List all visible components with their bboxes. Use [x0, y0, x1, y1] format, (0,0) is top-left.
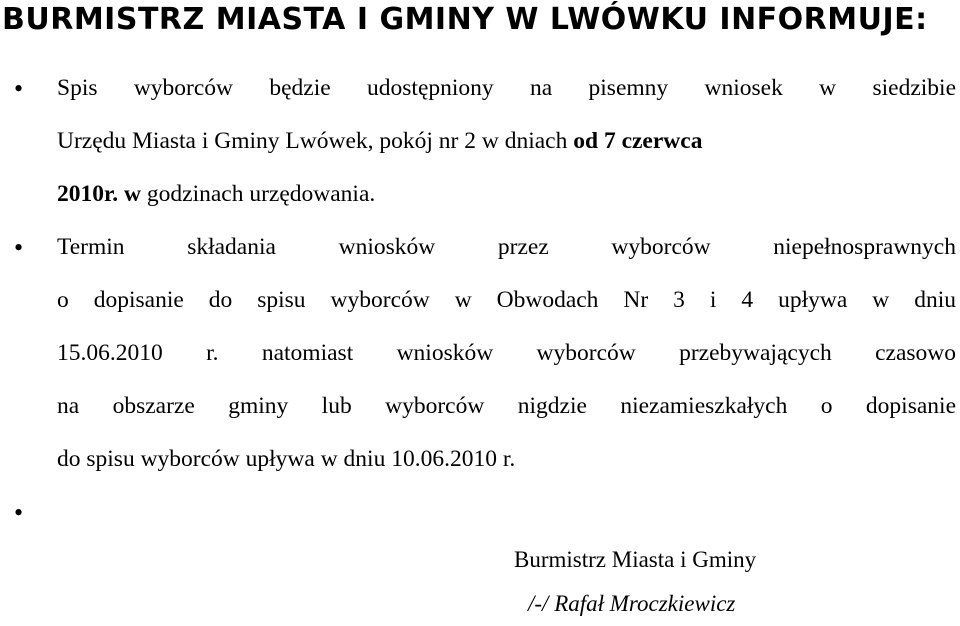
list-item-empty — [0, 486, 960, 580]
page-title: BURMISTRZ MIASTA I GMINY W LWÓWKU INFORMUJE: — [2, 2, 928, 37]
signature-title: Burmistrz Miasta i Gminy — [514, 547, 757, 572]
bold-text: w — [118, 181, 142, 207]
text-line: Termin składania wniosków przez wyborców niepełnosprawnych — [57, 234, 956, 260]
text-span: Urzędu Miasta i Gminy Lwówek, pokój nr 2 w dniach — [57, 128, 574, 154]
bullet-icon: • — [14, 498, 24, 527]
text-line: na obszarze gminy lub wyborców nigdzie niezamieszkałych o dopisanie — [57, 393, 956, 419]
text-line: Spis wyborców będzie udostępniony na pisemny wniosek w siedzibie — [57, 75, 956, 101]
text-line: 15.06.2010 r. natomiast wniosków wyborców przebywających czasowo — [57, 340, 956, 366]
text-line: do spisu wyborców upływa w dniu 10.06.2010 r. — [57, 446, 516, 472]
list-item-application-deadline — [0, 221, 960, 486]
text-line — [57, 168, 956, 221]
list-item-voter-register — [0, 62, 960, 221]
signature-block — [514, 538, 756, 626]
bullet-icon: • — [14, 74, 24, 103]
bullet-icon: • — [14, 233, 24, 262]
signature-name: /-/ Rafał Mroczkiewicz — [528, 591, 736, 616]
bold-date: od 7 czerwca — [573, 128, 703, 154]
text-line: o dopisanie do spisu wyborców w Obwodach Nr 3 i 4 upływa w dniu — [57, 287, 956, 313]
text-span: godzinach urzędowania. — [141, 181, 376, 207]
text-line — [57, 115, 956, 168]
bold-date: 2010r. — [57, 181, 119, 207]
announcement-list — [0, 62, 960, 580]
